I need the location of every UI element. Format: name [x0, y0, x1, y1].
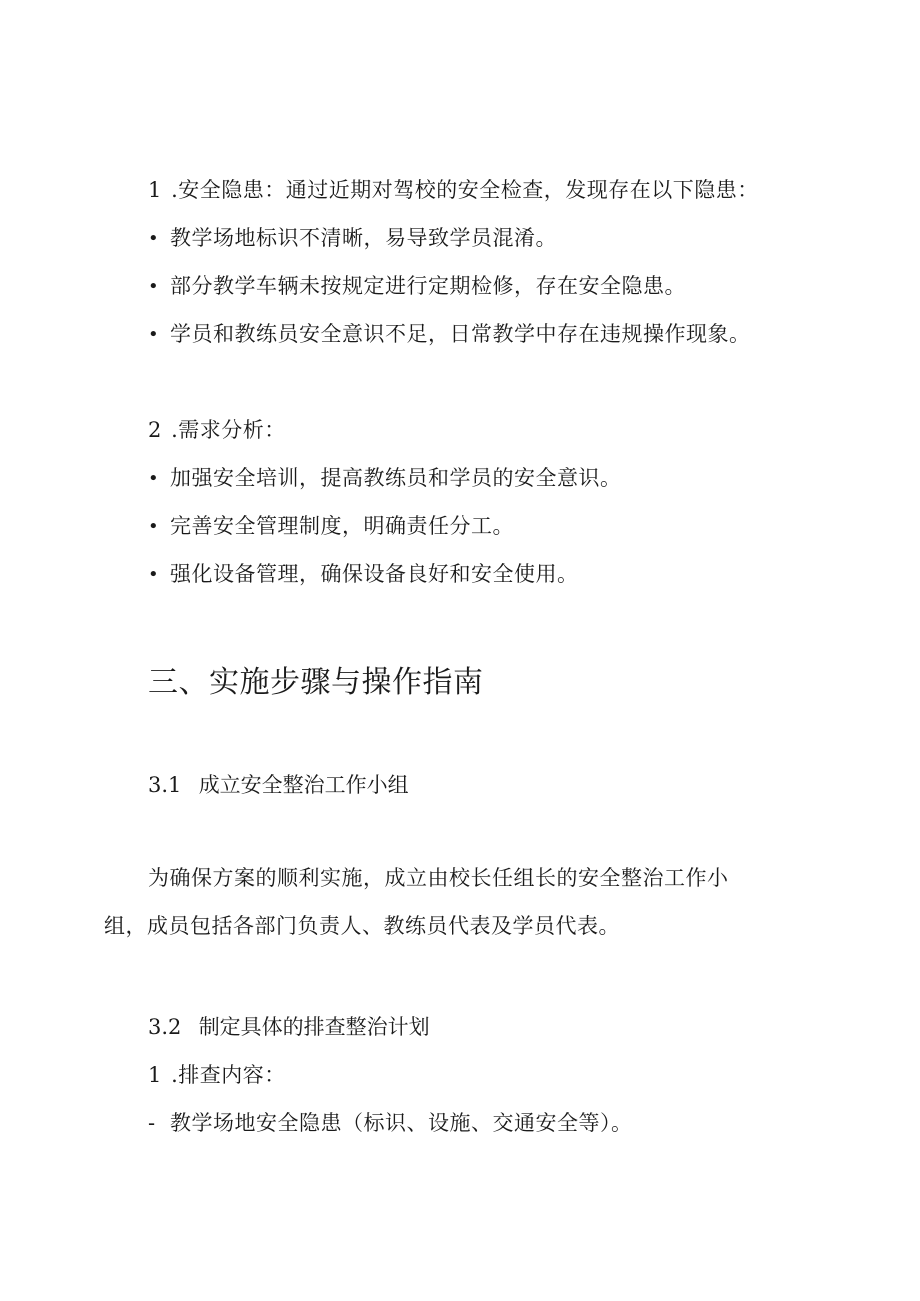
subsection-text: 成立安全整治工作小组	[198, 773, 409, 797]
item-number: 2	[148, 418, 162, 442]
bullet-icon: •	[148, 564, 160, 585]
section-heading: 三、实施步骤与操作指南	[148, 665, 484, 700]
bullet-text: 部分教学车辆未按规定进行定期检修，存在安全隐患。	[170, 274, 686, 298]
bullet-icon: •	[148, 324, 160, 345]
list-item-1	[148, 176, 759, 204]
paragraph-line: 组，成员包括各部门负责人、教练员代表及学员代表。	[104, 914, 620, 938]
list-item-2	[148, 416, 286, 444]
paragraph-line: 为确保方案的顺利实施，成立由校长任组长的安全整治工作小	[148, 866, 729, 890]
subsection-text: 制定具体的排查整治计划	[198, 1015, 430, 1039]
item-text: .排查内容：	[171, 1063, 286, 1087]
item-text: .安全隐患：通过近期对驾校的安全检查，发现存在以下隐患：	[171, 178, 759, 202]
bullet-item	[148, 560, 579, 589]
item-number: 1	[148, 1063, 162, 1087]
bullet-text: 教学场地标识不清晰，易导致学员混淆。	[170, 226, 557, 250]
item-text: .需求分析：	[171, 418, 286, 442]
bullet-icon: •	[148, 516, 160, 537]
subsection-number: 3.1	[148, 773, 182, 797]
subsection-title	[148, 1013, 430, 1041]
dash-icon: -	[148, 1111, 156, 1135]
bullet-item	[148, 464, 622, 493]
dash-item	[148, 1109, 633, 1137]
bullet-item	[148, 512, 514, 541]
bullet-item	[148, 272, 686, 301]
bullet-icon: •	[148, 276, 160, 297]
subsection-title	[148, 771, 409, 799]
bullet-icon: •	[148, 228, 160, 249]
bullet-text: 完善安全管理制度，明确责任分工。	[170, 514, 514, 538]
subsection-number: 3.2	[148, 1015, 182, 1039]
item-number: 1	[148, 178, 162, 202]
dash-text: 教学场地安全隐患（标识、设施、交通安全等）。	[170, 1111, 633, 1135]
bullet-text: 加强安全培训，提高教练员和学员的安全意识。	[170, 466, 622, 490]
bullet-text: 强化设备管理，确保设备良好和安全使用。	[170, 562, 579, 586]
bullet-item	[148, 320, 751, 349]
bullet-item	[148, 224, 557, 253]
list-item	[148, 1061, 286, 1089]
bullet-text: 学员和教练员安全意识不足，日常教学中存在违规操作现象。	[170, 322, 751, 346]
bullet-icon: •	[148, 468, 160, 489]
